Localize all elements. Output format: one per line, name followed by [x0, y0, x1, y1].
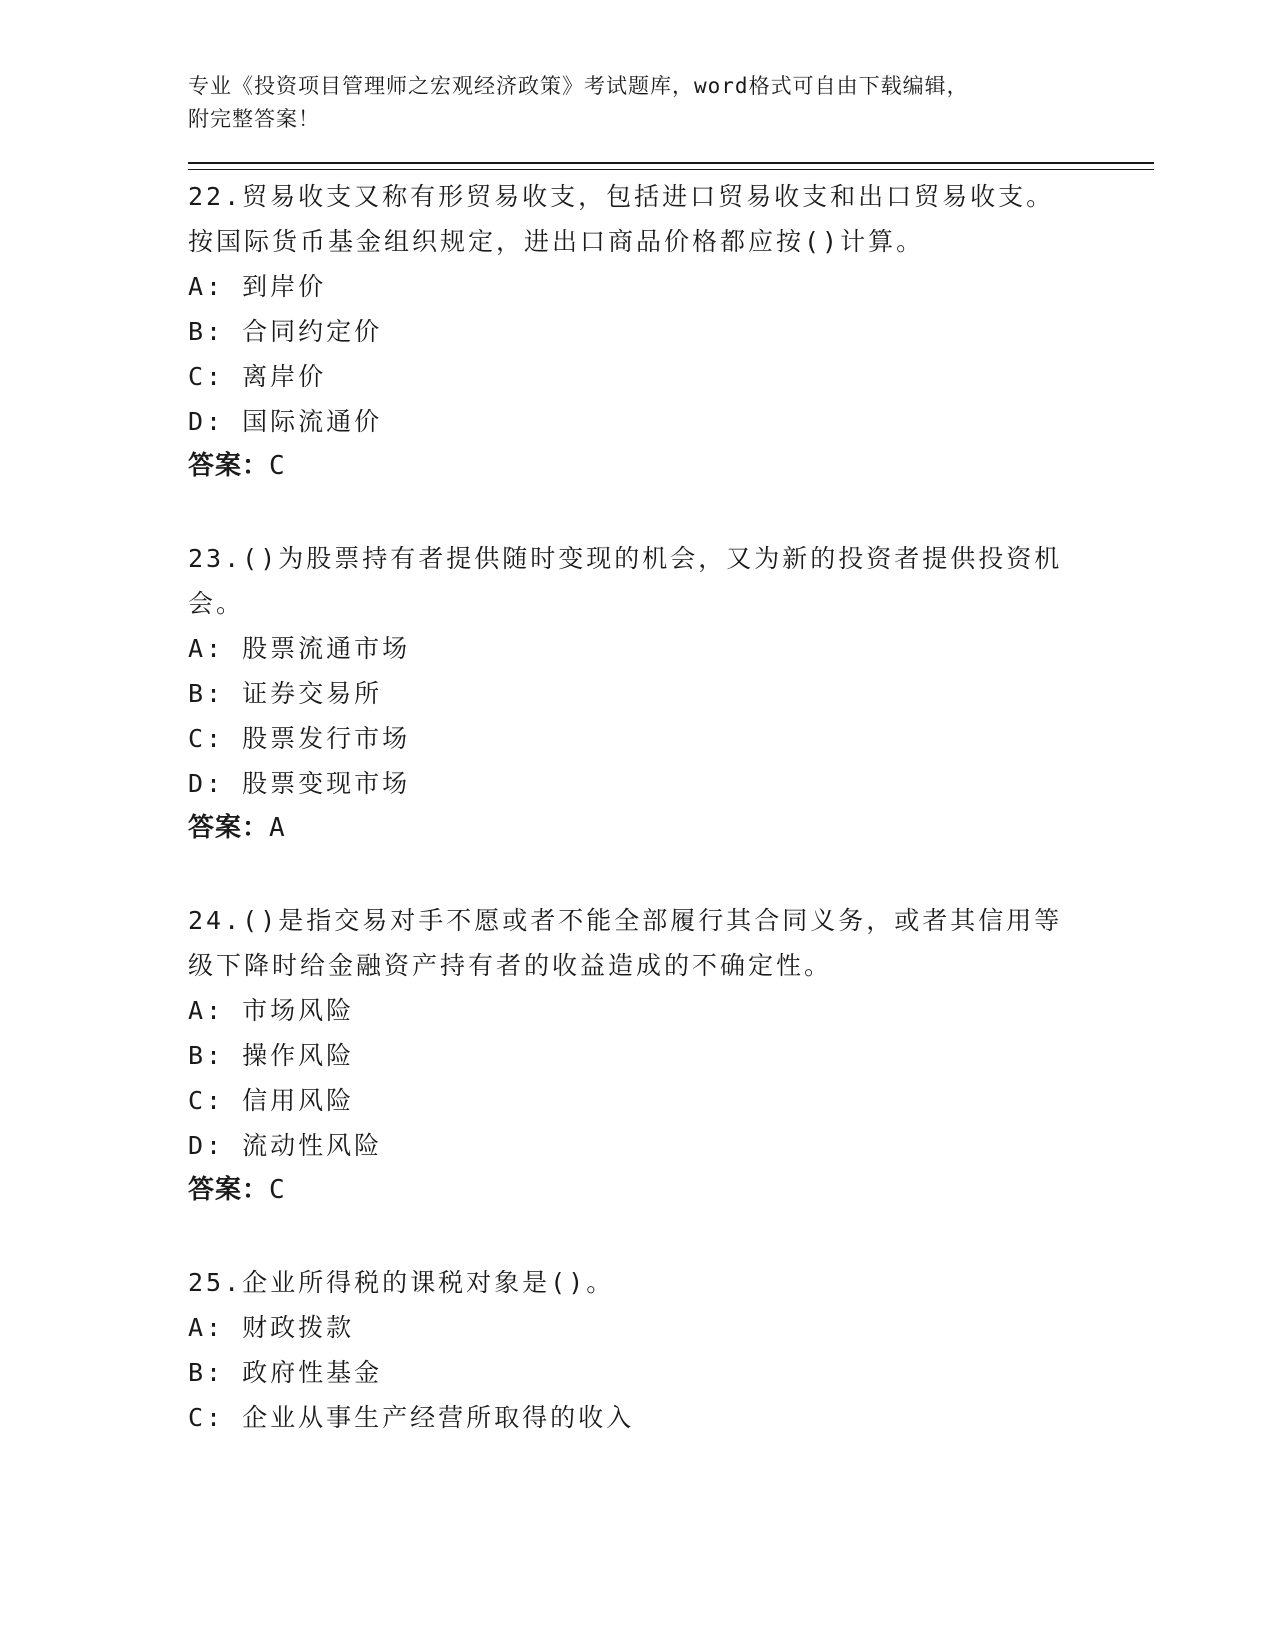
- option-a: A: 股票流通市场: [188, 634, 411, 663]
- option-d: D: 股票变现市场: [188, 769, 411, 798]
- answer-value: C: [269, 451, 286, 481]
- answer-label: 答案：: [188, 451, 270, 481]
- option-b: B: 合同约定价: [188, 317, 383, 346]
- question-stem: 25.企业所得税的课税对象是()。: [188, 1268, 615, 1297]
- option-b: B: 政府性基金: [188, 1358, 383, 1387]
- option-a: A: 财政拨款: [188, 1313, 355, 1342]
- answer-value: A: [269, 813, 286, 843]
- answer-value: C: [269, 1175, 286, 1205]
- option-c: C: 股票发行市场: [188, 724, 411, 753]
- header-line-1: 专业《投资项目管理师之宏观经济政策》考试题库，word格式可自由下载编辑，: [188, 74, 969, 98]
- option-c: C: 企业从事生产经营所取得的收入: [188, 1403, 635, 1432]
- option-d: D: 流动性风险: [188, 1131, 383, 1160]
- answer-line: [188, 806, 1154, 851]
- answer-line: [188, 444, 1154, 489]
- question-stem: 24.()是指交易对手不愿或者不能全部履行其合同义务，或者其信用等级下降时给金融资产持有者的收益造成的不确定性。: [188, 906, 1063, 980]
- question-stem: 22.贸易收支又称有形贸易收支，包括进口贸易收支和出口贸易收支。按国际货币基金组织规定，进出口商品价格都应按()计算。: [188, 182, 1055, 256]
- question-gap: [188, 1213, 1154, 1260]
- header-divider: [188, 162, 1154, 170]
- question-gap: [188, 851, 1154, 898]
- option-b: B: 操作风险: [188, 1041, 355, 1070]
- option-c: C: 离岸价: [188, 362, 327, 391]
- question-stem: 23.()为股票持有者提供随时变现的机会，又为新的投资者提供投资机会。: [188, 544, 1063, 618]
- question-24: [188, 898, 1154, 1213]
- option-a: A: 市场风险: [188, 996, 355, 1025]
- option-a: A: 到岸价: [188, 272, 327, 301]
- question-23: [188, 536, 1154, 851]
- question-gap: [188, 489, 1154, 536]
- answer-label: 答案：: [188, 813, 270, 843]
- answer-line: [188, 1168, 1154, 1213]
- document-page: [188, 70, 1154, 1440]
- option-c: C: 信用风险: [188, 1086, 355, 1115]
- option-d: D: 国际流通价: [188, 407, 383, 436]
- answer-label: 答案：: [188, 1175, 270, 1205]
- header-line-2: 附完整答案！: [188, 107, 320, 131]
- question-25: [188, 1260, 1154, 1440]
- option-b: B: 证券交易所: [188, 679, 383, 708]
- question-22: [188, 174, 1154, 489]
